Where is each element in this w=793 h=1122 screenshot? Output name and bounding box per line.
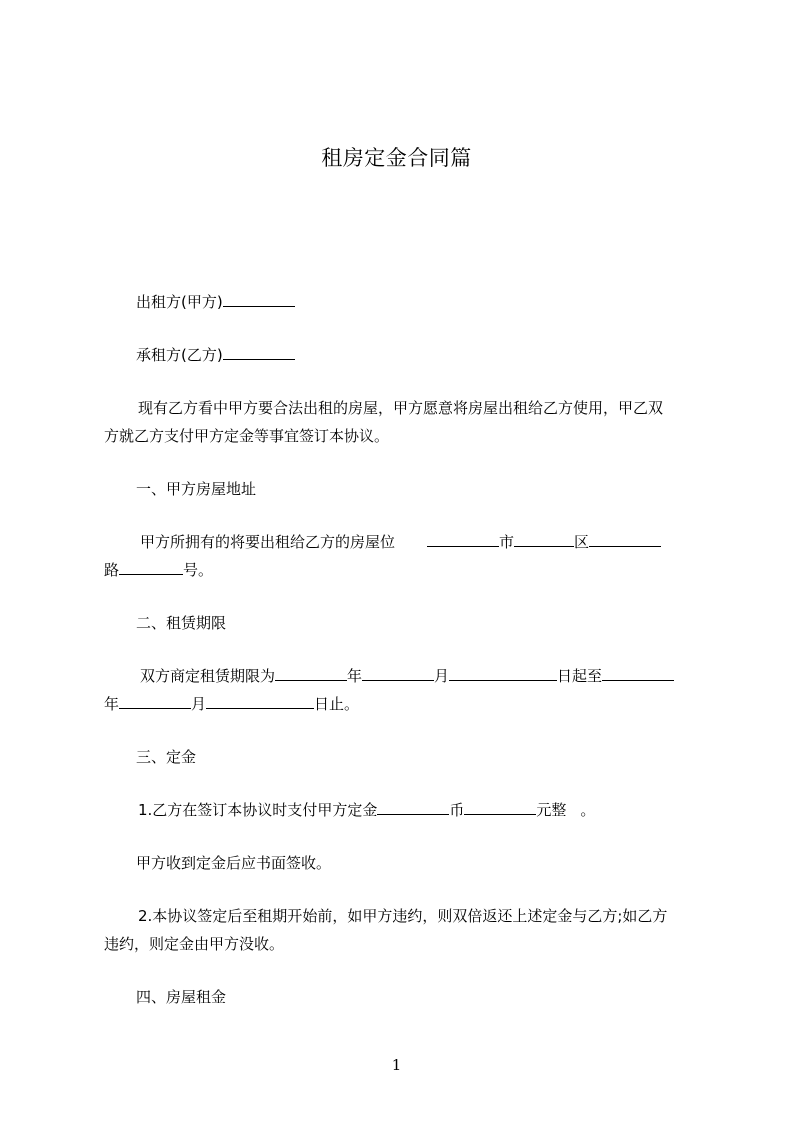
section-4-heading: 四、房屋租金 — [136, 988, 227, 1006]
deposit-period: 。 — [580, 801, 596, 819]
intro-line-1: 现有乙方看中甲方要合法出租的房屋，甲方愿意将房屋出租给乙方使用，甲乙双 — [138, 399, 664, 417]
deposit-clause-2-line-2: 违约，则定金由甲方没收。 — [104, 935, 285, 953]
deposit-line-1 — [138, 800, 740, 820]
end-day-blank — [206, 694, 314, 709]
lessor-blank — [223, 292, 295, 307]
lessee-blank — [223, 345, 295, 360]
district-blank — [514, 532, 574, 547]
end-year-blank — [602, 666, 674, 681]
start-day-label: 日起至 — [557, 667, 603, 685]
district-label: 区 — [574, 533, 590, 551]
deposit-text: 1.乙方在签订本协议时支付甲方定金 — [138, 801, 378, 819]
section-1-heading: 一、甲方房屋地址 — [136, 480, 257, 498]
lessor-line — [136, 292, 738, 312]
end-day-label: 日止。 — [314, 695, 360, 713]
city-blank — [427, 532, 499, 547]
term-line-1 — [140, 666, 742, 686]
end-month-blank — [119, 694, 191, 709]
road-blank — [589, 532, 661, 547]
number-label: 号。 — [183, 561, 214, 579]
lessee-line — [136, 345, 738, 365]
section-2-heading: 二、租赁期限 — [136, 614, 227, 632]
yuan-label: 元整 — [536, 801, 567, 819]
start-month-label: 月 — [434, 667, 450, 685]
currency-blank — [377, 800, 449, 815]
deposit-clause-2-line-1: 2.本协议签定后至租期开始前，如甲方违约，则双倍返还上述定金与乙方;如乙方 — [138, 907, 668, 925]
currency-label: 币 — [449, 801, 465, 819]
start-year-label: 年 — [347, 667, 363, 685]
term-line-2 — [104, 694, 706, 714]
amount-blank — [464, 800, 536, 815]
road-label: 路 — [104, 561, 120, 579]
lessee-label: 承租方(乙方) — [136, 346, 223, 364]
address-line-1 — [140, 532, 742, 552]
start-year-blank — [275, 666, 347, 681]
term-text: 双方商定租赁期限为 — [140, 667, 276, 685]
section-3-heading: 三、定金 — [136, 748, 197, 766]
end-month-label: 月 — [191, 695, 207, 713]
lessor-label: 出租方(甲方) — [136, 293, 223, 311]
address-text: 甲方所拥有的将要出租给乙方的房屋位 — [140, 533, 396, 551]
page-number: 1 — [391, 1056, 402, 1074]
city-label: 市 — [499, 533, 515, 551]
deposit-receipt: 甲方收到定金后应书面签收。 — [136, 854, 332, 872]
address-line-2 — [104, 560, 706, 580]
end-year-label: 年 — [104, 695, 120, 713]
start-month-blank — [362, 666, 434, 681]
document-title: 租房定金合同篇 — [321, 146, 472, 170]
number-blank — [119, 560, 183, 575]
intro-line-2: 方就乙方支付甲方定金等事宜签订本协议。 — [104, 427, 390, 445]
start-day-blank — [449, 666, 557, 681]
